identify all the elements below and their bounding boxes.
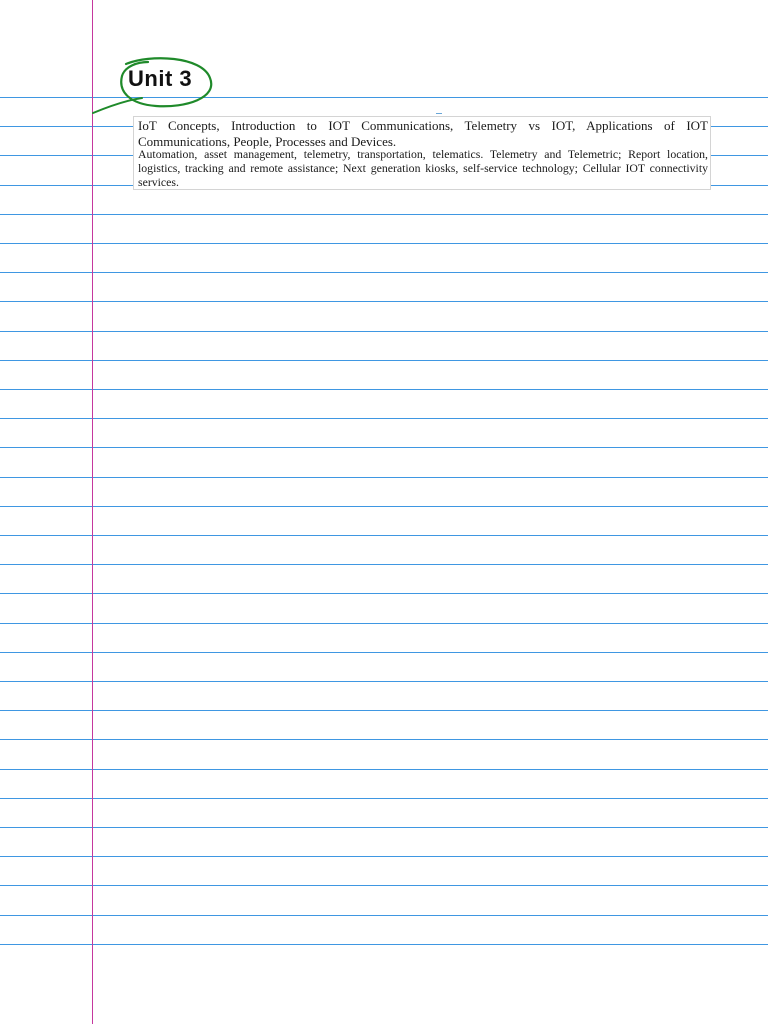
ruled-line — [0, 477, 768, 478]
unit-title: Unit 3 — [128, 66, 193, 91]
ruled-line — [0, 535, 768, 536]
ruled-line — [0, 243, 768, 244]
syllabus-applications: Automation, asset management, telemetry, transportation, telematics. Telemetry and Telemetric; Report location, logistics, tracking and remote assistance; Next generation kiosks, self-service technology; Cellular IOT connectivity services. — [138, 147, 708, 189]
ruled-line — [0, 389, 768, 390]
ruled-line — [0, 593, 768, 594]
ruled-line — [0, 739, 768, 740]
ruled-line — [0, 681, 768, 682]
ruled-line — [0, 856, 768, 857]
ruled-line — [0, 564, 768, 565]
ruled-line — [0, 301, 768, 302]
ruled-line — [0, 944, 768, 945]
ruled-line — [0, 885, 768, 886]
ruled-line — [0, 710, 768, 711]
ruled-line — [0, 506, 768, 507]
ruled-line — [0, 769, 768, 770]
ruled-line — [0, 652, 768, 653]
ruled-line — [0, 447, 768, 448]
ruled-line — [0, 418, 768, 419]
margin-line — [92, 0, 93, 1024]
ruled-line — [0, 331, 768, 332]
ruled-line — [0, 798, 768, 799]
syllabus-topics: IoT Concepts, Introduction to IOT Communications, Telemetry vs IOT, Applications of IOT Communications, People, Processes and Devices. — [138, 118, 708, 149]
ruled-line — [0, 360, 768, 361]
ruled-line — [0, 214, 768, 215]
ruled-line — [0, 827, 768, 828]
ruled-line — [0, 272, 768, 273]
ruled-line — [0, 915, 768, 916]
ruled-line — [0, 623, 768, 624]
